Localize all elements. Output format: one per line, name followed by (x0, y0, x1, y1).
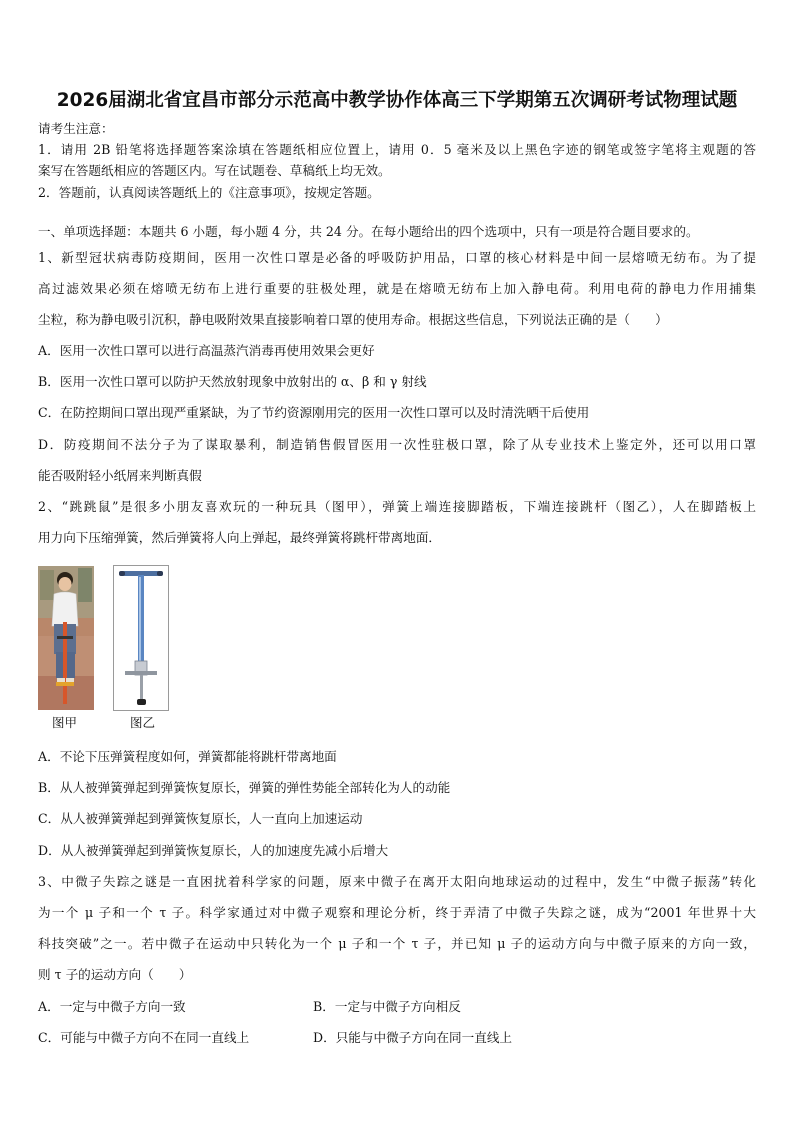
q2-option-d: D．从人被弹簧弹起到弹簧恢复原长，人的加速度先减小后增大 (38, 843, 389, 858)
q3-stem-line-1: 3、中微子失踪之谜是一直困扰着科学家的问题，原来中微子在离开太阳向地球运动的过程中，发生“中微子振荡”转化 (38, 874, 756, 889)
q3-stem-line-3: 科技突破”之一。若中微子在运动中只转化为一个 μ 子和一个 τ 子，并已知 μ 子的运动方向与中微子原来的方向一致， (38, 936, 756, 951)
q1-stem-line-2: 高过滤效果必须在熔喷无纺布上进行重要的驻极处理，就是在熔喷无纺布上加入静电荷。利用电荷的静电力作用捕集 (38, 281, 756, 296)
notice-item-1-line-2: 案写在答题纸相应的答题区内。写在试题卷、草稿纸上均无效。 (38, 163, 391, 178)
q2-option-c: C．从人被弹簧弹起到弹簧恢复原长，人一直向上加速运动 (38, 811, 363, 826)
child-pogo-photo (38, 566, 94, 710)
q2-option-b: B．从人被弹簧弹起到弹簧恢复原长，弹簧的弹性势能全部转化为人的动能 (38, 780, 451, 795)
page-title: 2026届湖北省宜昌市部分示范高中教学协作体高三下学期第五次调研考试物理试题 (56, 90, 738, 111)
q1-option-b: B．医用一次性口罩可以防护天然放射现象中放射出的 α、β 和 γ 射线 (38, 374, 427, 389)
q3-stem-line-2: 为一个 μ 子和一个 τ 子。科学家通过对中微子观察和理论分析，终于弄清了中微子失踪之谜，成为“2001 年世界十大 (38, 905, 756, 920)
section-heading: 一、单项选择题：本题共 6 小题，每小题 4 分，共 24 分。在每小题给出的四个选项中，只有一项是符合题目要求的。 (38, 224, 699, 239)
q1-stem-line-3: 尘粒，称为静电吸引沉积，静电吸附效果直接影响着口罩的使用寿命。根据这些信息，下列说法正确的是（ ） (38, 312, 668, 327)
notice-item-2: 2．答题前，认真阅读答题纸上的《注意事项》，按规定答题。 (38, 185, 380, 200)
q3-option-a: A．一定与中微子方向一致 (38, 999, 186, 1014)
q1-option-a: A．医用一次性口罩可以进行高温蒸汽消毒再使用效果会更好 (38, 343, 375, 358)
q3-option-d: D．只能与中微子方向在同一直线上 (313, 1030, 513, 1045)
notice-heading: 请考生注意： (38, 121, 114, 136)
figure-a-caption: 图甲 (52, 715, 78, 730)
pogo-stick-figure (113, 565, 169, 711)
q1-stem-line-1: 1、新型冠状病毒防疫期间，医用一次性口罩是必备的呼吸防护用品，口罩的核心材料是中间一层熔喷无纺布。为了提 (38, 250, 756, 265)
q3-stem-line-4: 则 τ 子的运动方向（ ） (38, 967, 192, 982)
q1-option-d-line-1: D．防疫期间不法分子为了谋取暴利，制造销售假冒医用一次性驻极口罩，除了从专业技术上鉴定外，还可以用口罩 (38, 437, 756, 452)
q2-option-a: A．不论下压弹簧程度如何，弹簧都能将跳杆带离地面 (38, 749, 337, 764)
figure-b-caption: 图乙 (130, 715, 156, 730)
q1-option-d-line-2: 能否吸附轻小纸屑来判断真假 (38, 468, 202, 483)
q3-option-c: C．可能与中微子方向不在同一直线上 (38, 1030, 250, 1045)
q2-stem-line-1: 2、“跳跳鼠”是很多小朋友喜欢玩的一种玩具（图甲），弹簧上端连接脚踏板，下端连接跳杆（图乙），人在脚踏板上 (38, 499, 756, 514)
q3-option-b: B．一定与中微子方向相反 (313, 999, 461, 1014)
q2-stem-line-2: 用力向下压缩弹簧，然后弹簧将人向上弹起，最终弹簧将跳杆带离地面． (38, 530, 441, 545)
notice-item-1-line-1: 1．请用 2B 铅笔将选择题答案涂填在答题纸相应位置上，请用 0．5 毫米及以上黑色字迹的钢笔或签字笔将主观题的答 (38, 142, 756, 157)
q1-option-c: C．在防控期间口罩出现严重紧缺，为了节约资源刚用完的医用一次性口罩可以及时清洗晒干后使用 (38, 405, 590, 420)
